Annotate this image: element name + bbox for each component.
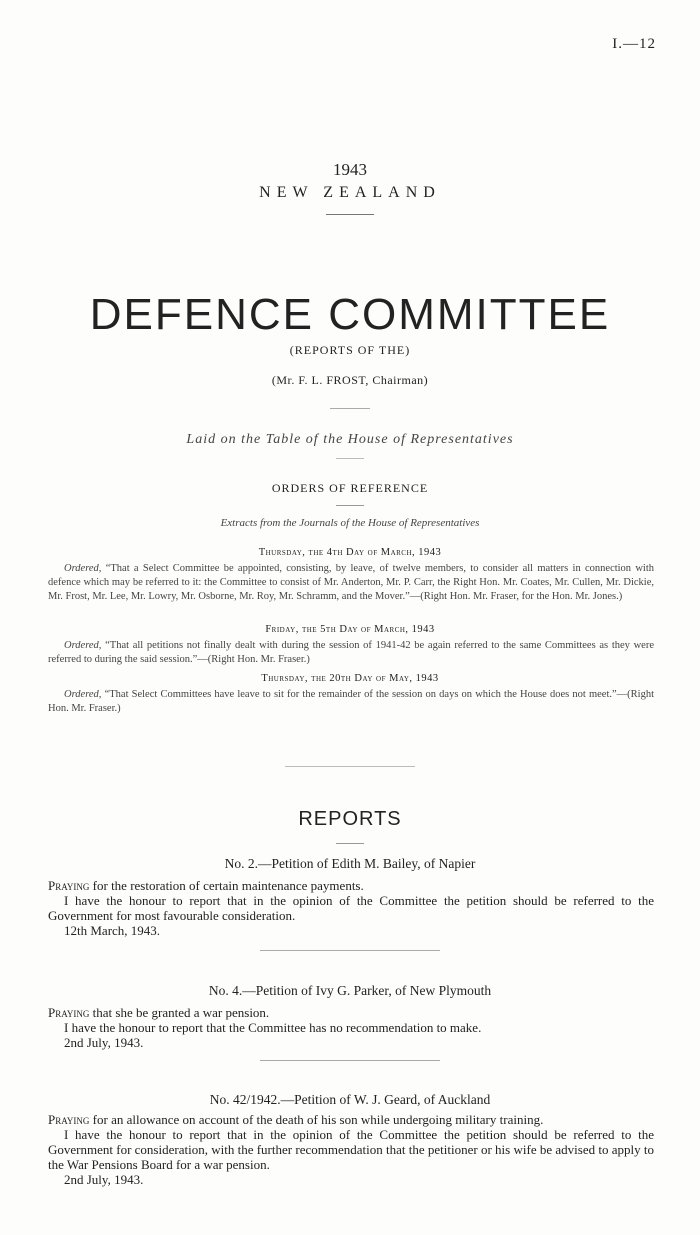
divider <box>336 505 364 506</box>
divider <box>326 214 374 215</box>
divider <box>285 766 415 767</box>
petition-heading: No. 4.—Petition of Ivy G. Parker, of New Plymouth <box>208 983 492 998</box>
petition-heading: No. 2.—Petition of Edith M. Bailey, of Napier <box>224 856 476 871</box>
extracts-line: Extracts from the Journals of the House of Representatives <box>220 517 480 529</box>
orders-heading: ORDERS OF REFERENCE <box>271 481 429 495</box>
order-date: Friday, the 5th Day of March, 1943 <box>265 624 435 635</box>
order-text: Ordered, “That all petitions not finally dealt with during the session of 1941-42 be again referred to the same Committees as they were referred to during the said session.”—(Right Hon. Mr. Fraser.) <box>48 640 655 665</box>
order-date: Thursday, the 4th Day of March, 1943 <box>258 547 442 558</box>
chairman-line: (Mr. F. L. FROST, Chairman) <box>271 373 429 387</box>
petition-heading: No. 42/1942.—Petition of W. J. Geard, of Auckland <box>209 1092 491 1107</box>
divider <box>260 1060 440 1061</box>
document-title: DEFENCE COMMITTEE <box>89 290 611 339</box>
order-text: Ordered, “That Select Committees have leave to sit for the remainder of the session on days on which the House does not meet.”—(Right Hon. Mr. Fraser.) <box>48 689 654 714</box>
year: 1943 <box>333 160 367 179</box>
reports-heading: REPORTS <box>298 808 402 830</box>
order-date: Thursday, the 20th Day of May, 1943 <box>261 673 439 684</box>
page-number: I.—12 <box>612 36 656 52</box>
petition-body: Praying for the restoration of certain maintenance payments. I have the honour to report that in the opinion of the Committee the petition should be referred to the Government for most favourable consideration. 12th March, 1943. <box>48 878 654 938</box>
document-subtitle: (REPORTS OF THE) <box>289 343 411 357</box>
petition-body: Praying that she be granted a war pension. I have the honour to report that the Committee has no recommendation to make. 2nd July, 1943. <box>48 1005 482 1050</box>
petition-body: Praying for an allowance on account of the death of his son while undergoing military training. I have the honour to report that in the opinion of the Committee the petition should be referred to the Government for consideration, with the further recommendation that the petitioner or his wife be advised to apply to the War Pensions Board for a war pension. 2nd July, 1943. <box>48 1112 654 1187</box>
order-text: Ordered, “That a Select Committee be appointed, consisting, by leave, of twelve members, to consider all matters in connection with defence which may be referred to it: the Committee to consist of Mr. Anderton, Mr. P. Carr, the Right Hon. Mr. Coates, Mr. Cullen, Mr. Dickie, Mr. Frost, Mr. Lee, Mr. Lowry, Mr. Osborne, Mr. Roy, Mr. Schramm, and the Mover.”—(Right Hon. Mr. Fraser, for the Hon. Mr. Jones.) <box>48 563 655 602</box>
divider <box>260 950 440 951</box>
laid-on-table: Laid on the Table of the House of Representatives <box>186 432 514 447</box>
country: NEW ZEALAND <box>259 184 441 201</box>
divider <box>336 458 364 459</box>
divider <box>330 408 370 409</box>
divider <box>336 843 364 844</box>
